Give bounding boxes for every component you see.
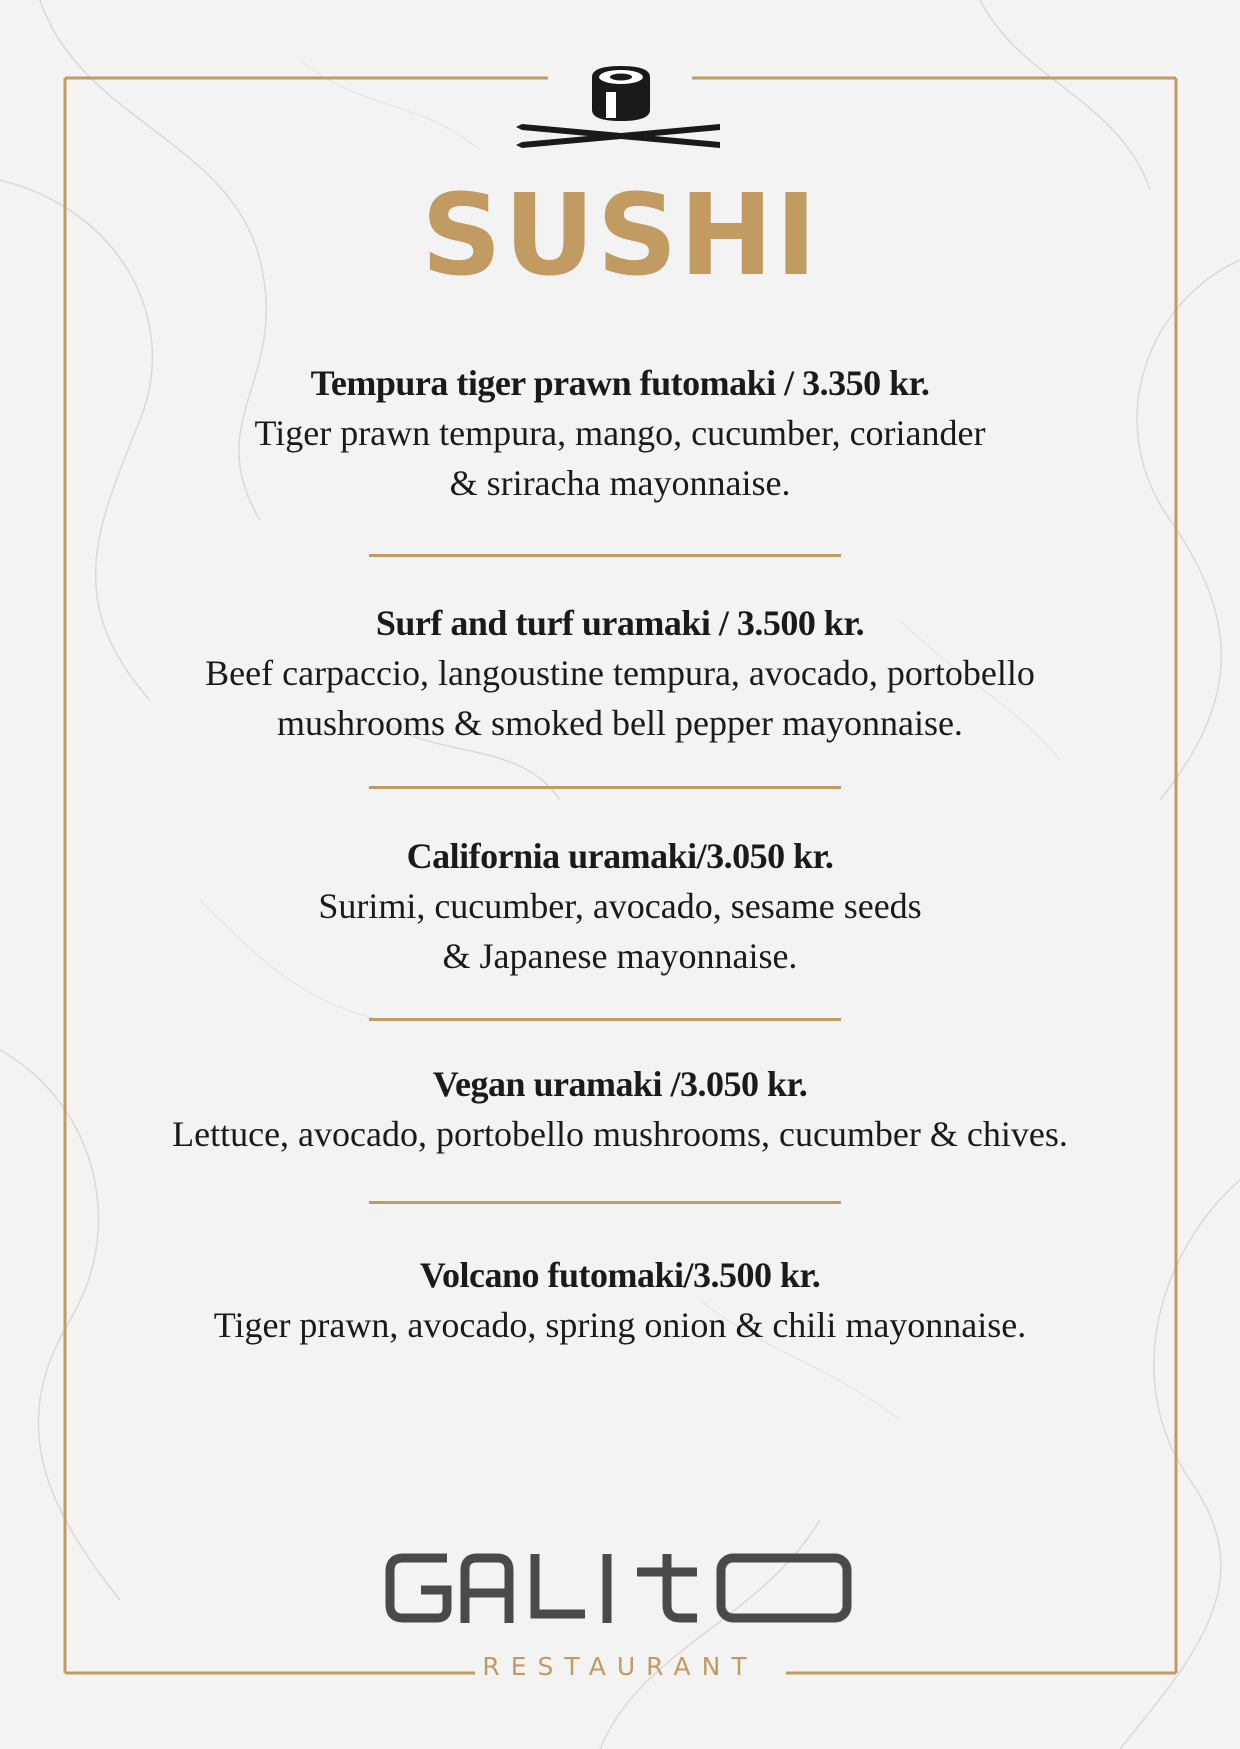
menu-title: SUSHI xyxy=(421,171,819,301)
menu-item-description-line: Tiger prawn tempura, mango, cucumber, coriander xyxy=(254,413,986,453)
menu-item-description-line: mushrooms & smoked bell pepper mayonnaise. xyxy=(277,703,963,743)
galito-logo xyxy=(385,1548,855,1628)
menu-item xyxy=(60,831,1180,981)
gold-divider xyxy=(369,1201,841,1204)
menu-item xyxy=(60,1059,1180,1159)
menu-item-heading: California uramaki/3.050 kr. xyxy=(406,836,834,876)
menu-item-description-line: Lettuce, avocado, portobello mushrooms, cucumber & chives. xyxy=(172,1114,1068,1154)
menu-item-description-line: Beef carpaccio, langoustine tempura, avocado, portobello xyxy=(205,653,1035,693)
menu-item-heading: Volcano futomaki/3.500 kr. xyxy=(419,1255,821,1295)
gold-divider xyxy=(369,786,841,789)
menu-item xyxy=(60,358,1180,508)
gold-divider xyxy=(369,1018,841,1021)
menu-item-description-line: & Japanese mayonnaise. xyxy=(442,936,798,976)
sushi-chopsticks-icon xyxy=(510,60,730,170)
gold-divider xyxy=(369,554,841,557)
menu-item xyxy=(60,598,1180,748)
menu-item-description-line: Tiger prawn, avocado, spring onion & chili mayonnaise. xyxy=(213,1305,1027,1345)
menu-item-heading: Vegan uramaki /3.050 kr. xyxy=(432,1064,808,1104)
menu-item-heading: Surf and turf uramaki / 3.500 kr. xyxy=(375,603,865,643)
menu-item-heading: Tempura tiger prawn futomaki / 3.350 kr. xyxy=(310,363,930,403)
menu-item-description-line: Surimi, cucumber, avocado, sesame seeds xyxy=(318,886,922,926)
menu-item-description-line: & sriracha mayonnaise. xyxy=(449,463,791,503)
brand-subtitle: RESTAURANT xyxy=(482,1652,758,1681)
menu-item xyxy=(60,1250,1180,1350)
